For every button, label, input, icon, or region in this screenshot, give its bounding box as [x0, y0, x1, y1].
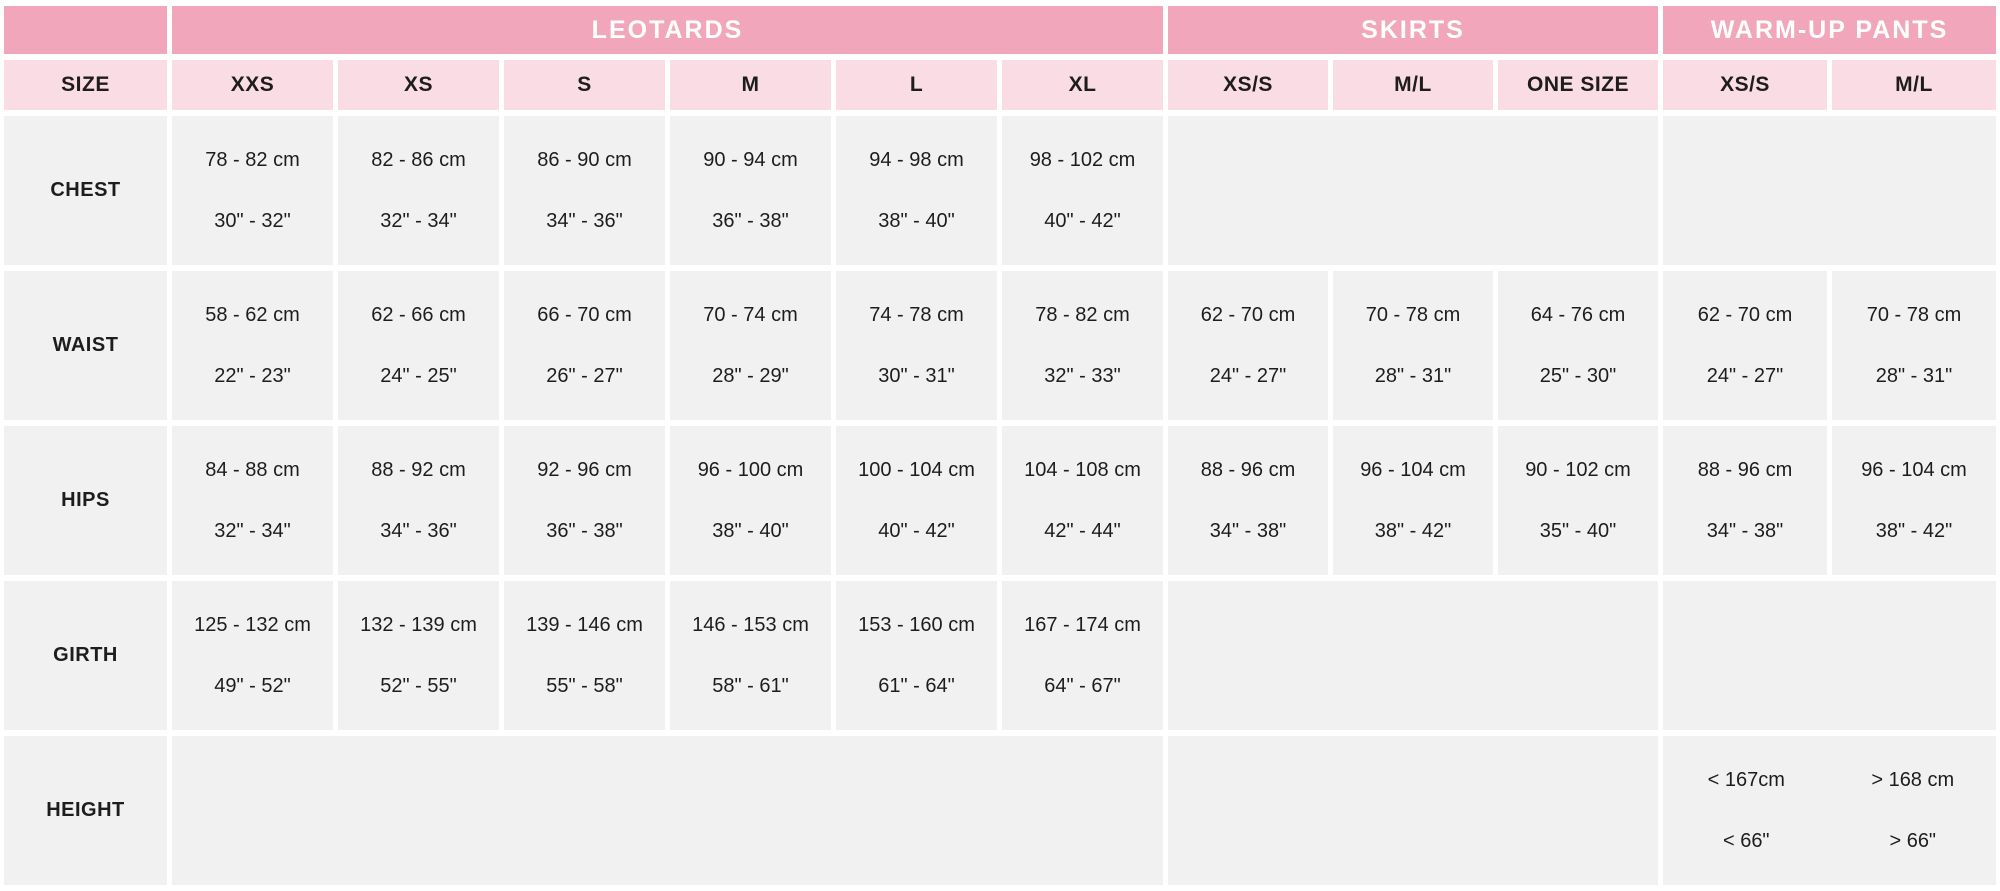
hips-leotards-m-cell: [670, 426, 831, 575]
inch-value: 28" - 31": [1875, 364, 1953, 387]
hips-leotards-xxs-cell: [172, 426, 333, 575]
girth-leotards-s-cell: [504, 581, 665, 730]
cm-value: 64 - 76 cm: [1530, 303, 1626, 326]
cm-value: 82 - 86 cm: [371, 148, 466, 171]
col-header-leotards-l: L: [836, 60, 997, 110]
chest-leotards-s-cell: [504, 116, 665, 265]
cm-value: 84 - 88 cm: [205, 458, 300, 481]
cm-value: 62 - 70 cm: [1200, 303, 1296, 326]
waist-leotards-xxs-cell: [172, 271, 333, 420]
inch-value: 34" - 36": [380, 519, 457, 542]
hips-warmup-xss-cell: [1663, 426, 1827, 575]
inch-value: 36" - 38": [712, 209, 789, 232]
cm-value: 90 - 94 cm: [703, 148, 798, 171]
inch-value: 49" - 52": [214, 674, 291, 697]
cm-value: 100 - 104 cm: [858, 458, 975, 481]
waist-warmup-ml-cell: [1832, 271, 1996, 420]
inch-value: 36" - 38": [546, 519, 623, 542]
inch-value: 64" - 67": [1044, 674, 1121, 697]
inch-value: 61" - 64": [878, 674, 955, 697]
cm-value: 167 - 174 cm: [1024, 613, 1141, 636]
girth-leotards-l-cell: [836, 581, 997, 730]
group-label: LEOTARDS: [591, 15, 744, 44]
row-label-waist: WAIST: [4, 271, 167, 420]
height-warmup-cell: [1663, 736, 1996, 885]
cm-value: 62 - 70 cm: [1697, 303, 1793, 326]
waist-leotards-l-cell: [836, 271, 997, 420]
chest-leotards-l-cell: [836, 116, 997, 265]
inch-value: 25" - 30": [1539, 364, 1617, 387]
hips-skirts-xss-cell: [1168, 426, 1328, 575]
cm-value: 96 - 100 cm: [697, 458, 804, 481]
inch-value: 58" - 61": [712, 674, 789, 697]
col-header-warmup-xss: XS/S: [1663, 60, 1827, 110]
inch-value: 24" - 25": [380, 364, 457, 387]
group-label: WARM-UP PANTS: [1710, 15, 1949, 44]
cm-value: 78 - 82 cm: [1035, 303, 1130, 326]
waist-skirts-xss-cell: [1168, 271, 1328, 420]
row-label-height: HEIGHT: [4, 736, 167, 885]
inch-value: 26" - 27": [546, 364, 623, 387]
cm-value: 70 - 78 cm: [1365, 303, 1461, 326]
girth-leotards-xxs-cell: [172, 581, 333, 730]
group-header-warmup-pants: [1663, 6, 1996, 54]
chest-leotards-xs-cell: [338, 116, 499, 265]
cm-value: 96 - 104 cm: [1861, 458, 1967, 481]
waist-leotards-xs-cell: [338, 271, 499, 420]
col-header-warmup-ml: M/L: [1832, 60, 1996, 110]
inch-value: 32" - 34": [380, 209, 457, 232]
inch-value: 32" - 34": [214, 519, 291, 542]
inch-value: 38" - 42": [1374, 519, 1452, 542]
waist-skirts-ml-cell: [1333, 271, 1493, 420]
cm-value: 86 - 90 cm: [537, 148, 632, 171]
cm-value: 92 - 96 cm: [537, 458, 632, 481]
row-label-girth: GIRTH: [4, 581, 167, 730]
inch-value: 30" - 32": [214, 209, 291, 232]
chest-warmup-empty-cell: [1663, 116, 1996, 265]
col-header-leotards-s: S: [504, 60, 665, 110]
cm-value: 88 - 96 cm: [1200, 458, 1296, 481]
cm-value: 146 - 153 cm: [692, 613, 809, 636]
cm-value: 58 - 62 cm: [205, 303, 300, 326]
size-chart-table: [4, 6, 1996, 885]
col-header-leotards-xxs: XXS: [172, 60, 333, 110]
inch-value: 35" - 40": [1539, 519, 1617, 542]
waist-leotards-xl-cell: [1002, 271, 1163, 420]
group-header-skirts: [1168, 6, 1658, 54]
col-header-leotards-m: M: [670, 60, 831, 110]
chest-skirts-empty-cell: [1168, 116, 1658, 265]
cm-value: 78 - 82 cm: [205, 148, 300, 171]
group-label: SKIRTS: [1361, 15, 1465, 44]
chest-leotards-xl-cell: [1002, 116, 1163, 265]
inch-value: 24" - 27": [1209, 364, 1287, 387]
cm-value: 132 - 139 cm: [360, 613, 477, 636]
cm-value: 153 - 160 cm: [858, 613, 975, 636]
inch-value: 22" - 23": [214, 364, 291, 387]
cm-value: 98 - 102 cm: [1029, 148, 1136, 171]
inch-value: 28" - 29": [712, 364, 789, 387]
col-header-leotards-xs: XS: [338, 60, 499, 110]
cm-value: 62 - 66 cm: [371, 303, 466, 326]
chest-leotards-m-cell: [670, 116, 831, 265]
cm-value: 94 - 98 cm: [869, 148, 964, 171]
girth-leotards-xs-cell: [338, 581, 499, 730]
cm-value: 70 - 78 cm: [1866, 303, 1962, 326]
col-header-skirts-one-size: ONE SIZE: [1498, 60, 1658, 110]
cm-value: 90 - 102 cm: [1525, 458, 1631, 481]
height-skirts-empty-cell: [1168, 736, 1658, 885]
cm-value: 88 - 96 cm: [1697, 458, 1793, 481]
height-leotards-empty-cell: [172, 736, 1163, 885]
cm-value: 96 - 104 cm: [1360, 458, 1466, 481]
inch-value: 42" - 44": [1044, 519, 1121, 542]
inch-value: 32" - 33": [1044, 364, 1121, 387]
hips-leotards-s-cell: [504, 426, 665, 575]
inch-value: 30" - 31": [878, 364, 955, 387]
inch-value: 55" - 58": [546, 674, 623, 697]
inch-value: 40" - 42": [878, 519, 955, 542]
inch-value: 38" - 40": [878, 209, 955, 232]
inch-value: 52" - 55": [380, 674, 457, 697]
inch-value: 34" - 38": [1706, 519, 1784, 542]
chest-leotards-xxs-cell: [172, 116, 333, 265]
hips-leotards-xl-cell: [1002, 426, 1163, 575]
hips-warmup-ml-cell: [1832, 426, 1996, 575]
cm-value: 125 - 132 cm: [194, 613, 311, 636]
cm-value: < 167cm: [1707, 768, 1785, 791]
inch-value: 38" - 40": [712, 519, 789, 542]
waist-leotards-s-cell: [504, 271, 665, 420]
cm-value: 70 - 74 cm: [703, 303, 798, 326]
cm-value: 104 - 108 cm: [1024, 458, 1141, 481]
col-header-skirts-ml: M/L: [1333, 60, 1493, 110]
waist-skirts-one-size-cell: [1498, 271, 1658, 420]
inch-value: > 66": [1889, 829, 1937, 852]
inch-value: 34" - 38": [1209, 519, 1287, 542]
cm-value: 74 - 78 cm: [869, 303, 964, 326]
inch-value: 24" - 27": [1706, 364, 1784, 387]
height-warmup-xss: [1663, 736, 1830, 885]
inch-value: 28" - 31": [1374, 364, 1452, 387]
row-label-hips: HIPS: [4, 426, 167, 575]
cm-value: 88 - 92 cm: [371, 458, 466, 481]
height-warmup-ml: [1830, 736, 1997, 885]
band-corner-cell: [4, 6, 167, 54]
row-label-chest: CHEST: [4, 116, 167, 265]
inch-value: 40" - 42": [1044, 209, 1121, 232]
inch-value: 38" - 42": [1875, 519, 1953, 542]
cm-value: 139 - 146 cm: [526, 613, 643, 636]
size-header-cell: SIZE: [4, 60, 167, 110]
hips-leotards-l-cell: [836, 426, 997, 575]
waist-warmup-xss-cell: [1663, 271, 1827, 420]
hips-skirts-ml-cell: [1333, 426, 1493, 575]
girth-leotards-m-cell: [670, 581, 831, 730]
hips-skirts-one-size-cell: [1498, 426, 1658, 575]
inch-value: < 66": [1722, 829, 1770, 852]
col-header-leotards-xl: XL: [1002, 60, 1163, 110]
girth-leotards-xl-cell: [1002, 581, 1163, 730]
cm-value: 66 - 70 cm: [537, 303, 632, 326]
inch-value: 34" - 36": [546, 209, 623, 232]
group-header-leotards: [172, 6, 1163, 54]
col-header-skirts-xss: XS/S: [1168, 60, 1328, 110]
girth-skirts-empty-cell: [1168, 581, 1658, 730]
cm-value: > 168 cm: [1871, 768, 1955, 791]
waist-leotards-m-cell: [670, 271, 831, 420]
girth-warmup-empty-cell: [1663, 581, 1996, 730]
hips-leotards-xs-cell: [338, 426, 499, 575]
